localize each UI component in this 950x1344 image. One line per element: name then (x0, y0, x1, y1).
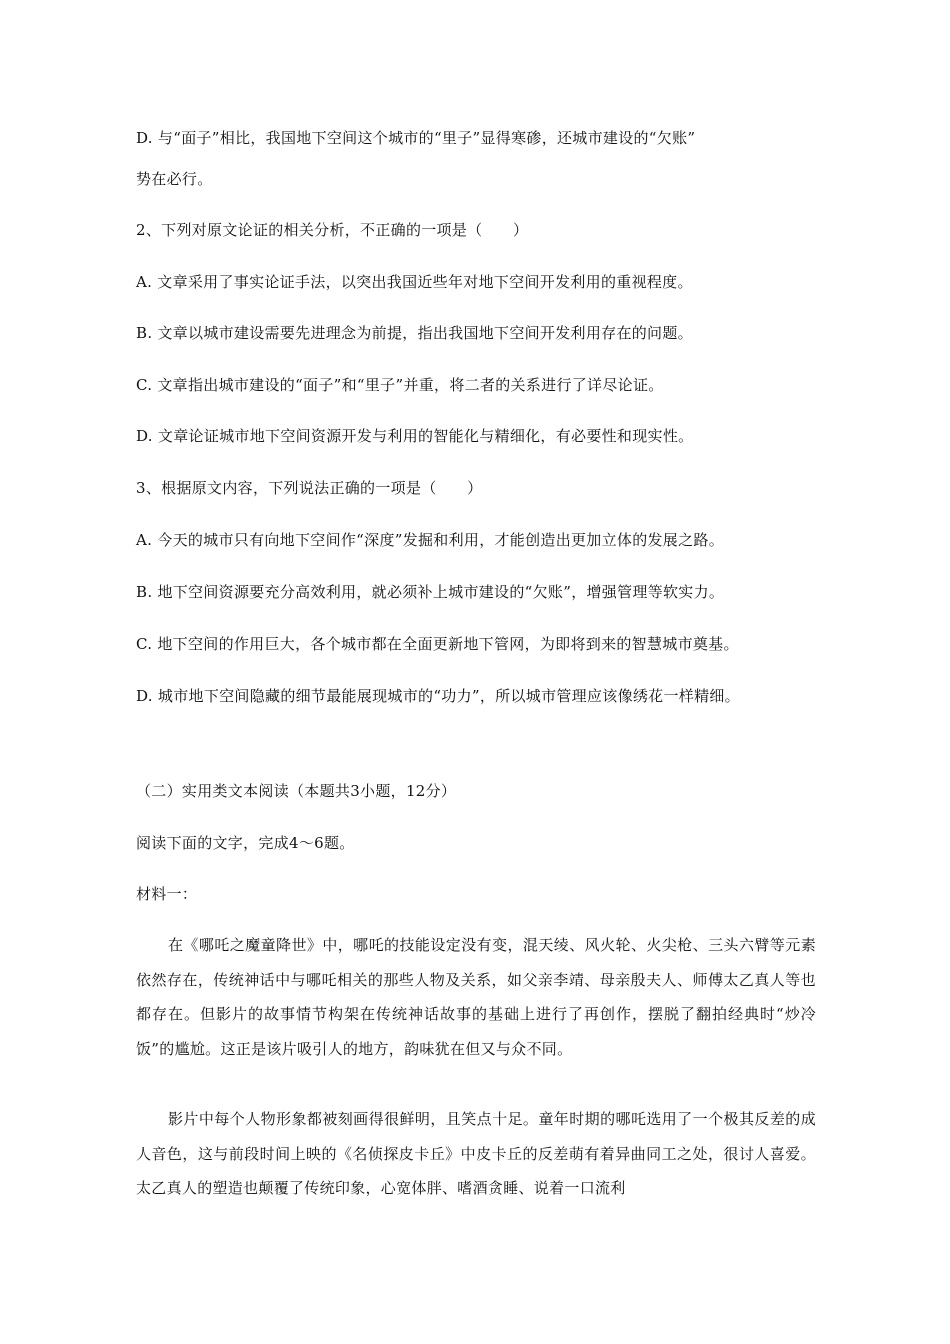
material-paragraph-1: 在《哪吒之魔童降世》中，哪吒的技能设定没有变，混天绫、风火轮、火尖枪、三头六臂等元素依然存在，传统神话中与哪吒相关的那些人物及关系，如父亲李靖、母亲殷夫人、师傅太乙真人等也都存在。但影片的故事情节构架在传统神话故事的基础上进行了再创作，摆脱了翻拍经典时“炒冷饭”的尴尬。这正是该片吸引人的地方，韵味犹在但又与众不同。 (136, 936, 816, 1059)
question-2-stem: 2、下列对原文论证的相关分析，不正确的一项是（ ） (136, 221, 529, 239)
material-paragraph-2: 影片中每个人物形象都被刻画得很鲜明，且笑点十足。童年时期的哪吒选用了一个极其反差的成人音色，这与前段时间上映的《名侦探皮卡丘》中皮卡丘的反差萌有着异曲同工之处，很讨人喜爱。太乙真人的塑造也颠覆了传统印象，心宽体胖、嗜酒贪睡、说着一口流利 (136, 1110, 816, 1198)
q2-option-b: B. 文章以城市建设需要先进理念为前提，指出我国地下空间开发利用存在的问题。 (136, 324, 693, 342)
q3-option-d: D. 城市地下空间隐藏的细节最能展现城市的“功力”，所以城市管理应该像绣花一样精细。 (136, 687, 740, 705)
option-d-line-1: D. 与“面子”相比，我国地下空间这个城市的“里子”显得寒碜，还城市建设的“欠账” (136, 129, 696, 147)
option-d-line-2: 势在必行。 (136, 170, 213, 188)
reading-instruction: 阅读下面的文字，完成4～6题。 (136, 834, 355, 852)
q2-option-a: A. 文章采用了事实论证手法，以突出我国近些年对地下空间开发利用的重视程度。 (136, 273, 693, 291)
q2-option-d: D. 文章论证城市地下空间资源开发与利用的智能化与精细化，有必要性和现实性。 (136, 427, 694, 445)
q3-option-a: A. 今天的城市只有向地下空间作“深度”发掘和利用，才能创造出更加立体的发展之路。 (136, 531, 725, 549)
material-one-label: 材料一： (136, 885, 198, 903)
question-3-stem: 3、根据原文内容，下列说法正确的一项是（ ） (136, 479, 483, 497)
q2-option-c: C. 文章指出城市建设的“面子”和“里子”并重，将二者的关系进行了详尽论证。 (136, 376, 664, 394)
q3-option-b: B. 地下空间资源要充分高效利用，就必须补上城市建设的“欠账”，增强管理等软实力。 (136, 583, 725, 601)
q3-option-c: C. 地下空间的作用巨大，各个城市都在全面更新地下管网，为即将到来的智慧城市奠基。 (136, 635, 739, 653)
section-heading: （二）实用类文本阅读（本题共3小题，12分） (136, 782, 457, 800)
